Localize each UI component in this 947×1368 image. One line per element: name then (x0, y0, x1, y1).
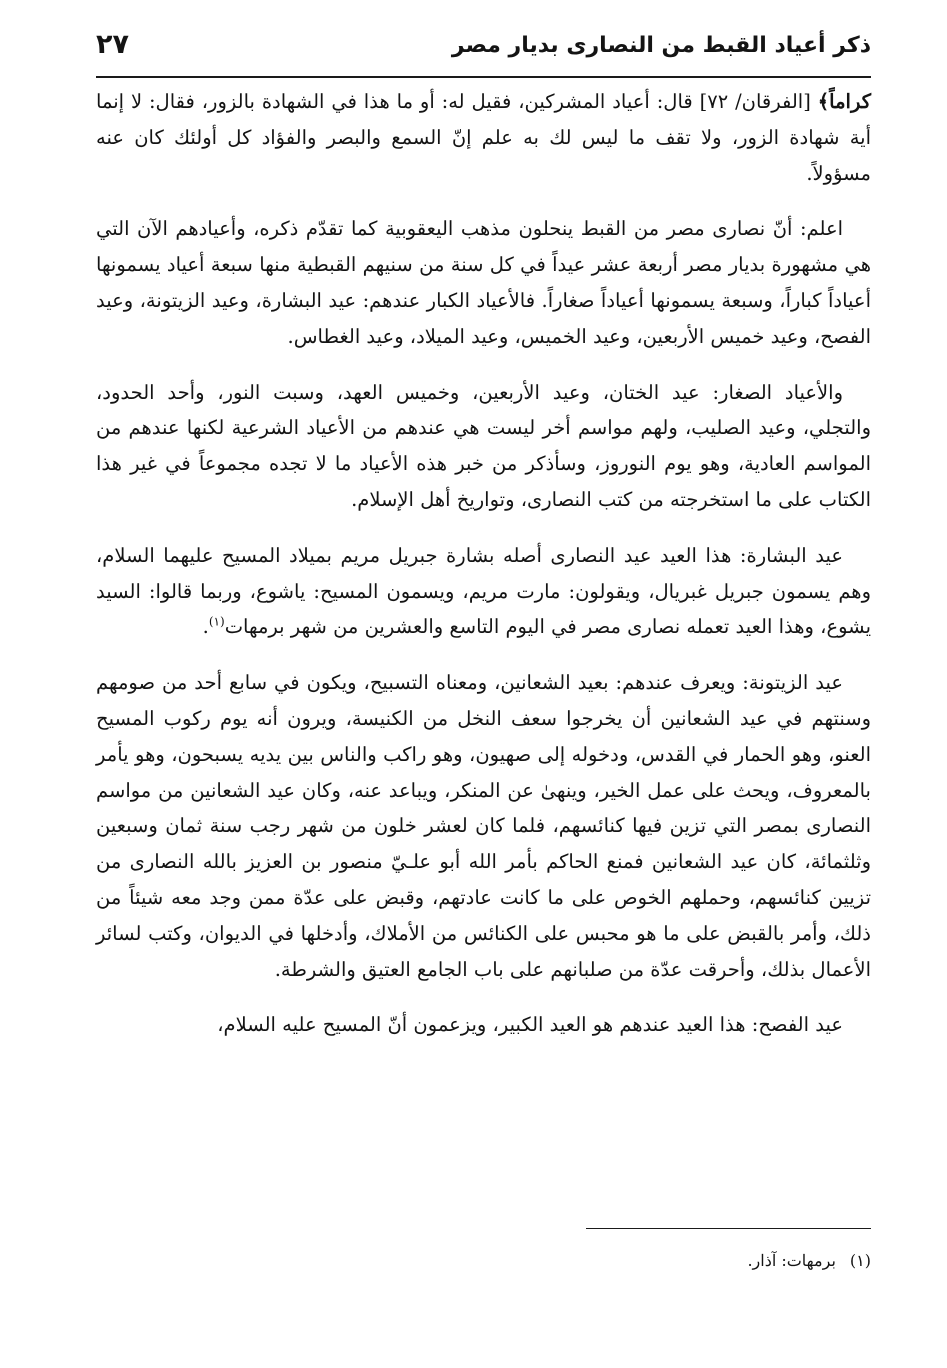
quran-closing-bracket: ﴾ (817, 90, 830, 113)
footnote-text: برمهات: آذار. (747, 1251, 836, 1270)
footnote-number: (١) (849, 1251, 871, 1270)
footnote (96, 1248, 871, 1274)
footnote-reference[interactable]: (١) (208, 614, 225, 629)
paragraph-tail: . (202, 615, 209, 639)
paragraph-text: [الفرقان/ ٧٢] قال: أعياد المشركين، فقيل له: أو ما هذا في الشهادة بالزور، فقال: لا إنما أية شهادة الزور، ولا تقف ما ليس لك به علم إنّ السمع والبصر والفؤاد كل أولئك كان عنه مسؤولاً. (96, 90, 871, 185)
paragraph-text: عيد البشارة: هذا العيد عيد النصارى أصله بشارة جبريل مريم بميلاد المسيح عليهما السلام، وهم يسمون جبريل غبريال، ويقولون: مارت مريم، ويسمون المسيح: ياشوع، وربما قالوا: السيد يشوع، وهذا العيد تعمله نصارى مصر في اليوم التاسع والعشرين من شهر برمهات (96, 543, 871, 639)
paragraph-palm-sunday: عيد الزيتونة: ويعرف عندهم: بعيد الشعانين، ومعناه التسبيح، ويكون في سابع أحد من صومهم وسنتهم في عيد الشعانين أن يخرجوا سعف النخل من الكنيسة، ويرون أنه يوم ركوب المسيح العنو، وهو الحمار في القدس، ودخوله إلى صهيون، وهو راكب والناس بين يديه يسبحون، وهو يأمر بالمعروف، ويحث على عمل الخير، وينهىٰ عن المنكر، ويباعد عنه، وكان عيد الشعانين من مواسم النصارى بمصر التي تزين فيها كنائسهم، فلما كان لعشر خلون من شهر رجب سنة ثمان وسبعين وثلثمائة، كان عيد الشعانين فمنع الحاكم بأمر الله أبو علـيّ منصور بن العزيز بالله النصارى من تزيين كنائسهم، وحملهم الخوص على ما كانت عادتهم، وقبض على عدّة ممن وجد معه شيئاً من ذلك، وأمر بالقبض على ما هو محبس على الكنائس من الأملاك، وأدخلها في الديوان، وكتب لسائر الأعمال بذلك، وأحرقت عدّة من صلبانهم على باب الجامع العتيق والشرطة. (96, 671, 871, 981)
page-number: ٢٧ (96, 29, 129, 60)
paragraph-annunciation (96, 538, 871, 645)
page-header (96, 26, 871, 70)
paragraph-minor-feasts: والأعياد الصغار: عيد الختان، وعيد الأربعين، وخميس العهد، وسبت النور، وأحد الحدود، والتجلي، وعيد الصليب، ولهم مواسم أخر ليست هي عندهم من الأعياد الشرعية لكنها عندهم من المواسم العادية، وهو يوم النوروز، وسأذكر من خبر هذه الأعياد ما لا تجده مجموعاً في غير هذا الكتاب على ما استخرجته من كتب النصارى، وتواريخ أهل الإسلام. (96, 380, 871, 511)
footnote-rule (586, 1228, 871, 1229)
header-rule (96, 76, 871, 78)
paragraph-quran-citation (96, 84, 871, 191)
paragraph-intro: اعلم: أنّ نصارى مصر من القبط ينحلون مذهب اليعقوبية كما تقدّم ذكره، وأعيادهم الآن التي هي مشهورة بديار مصر أربعة عشر عيداً في كل سنة من سنيهم القبطية منها سبعة أعياد يسمونها أعياداً كباراً، وسبعة يسمونها أعياداً صغاراً. فالأعياد الكبار عندهم: عيد البشارة، وعيد الزيتونة، وعيد الفصح، وعيد خميس الأربعين، وعيد الخميس، وعيد الميلاد، وعيد الغطاس. (96, 217, 871, 348)
quote-lead: كراماً (829, 90, 872, 113)
running-title: ذكر أعياد القبط من النصارى بديار مصر (451, 33, 871, 58)
main-text (96, 84, 871, 1043)
paragraph-easter: عيد الفصح: هذا العيد عندهم هو العيد الكبير، ويزعمون أنّ المسيح عليه السلام، (217, 1013, 843, 1037)
